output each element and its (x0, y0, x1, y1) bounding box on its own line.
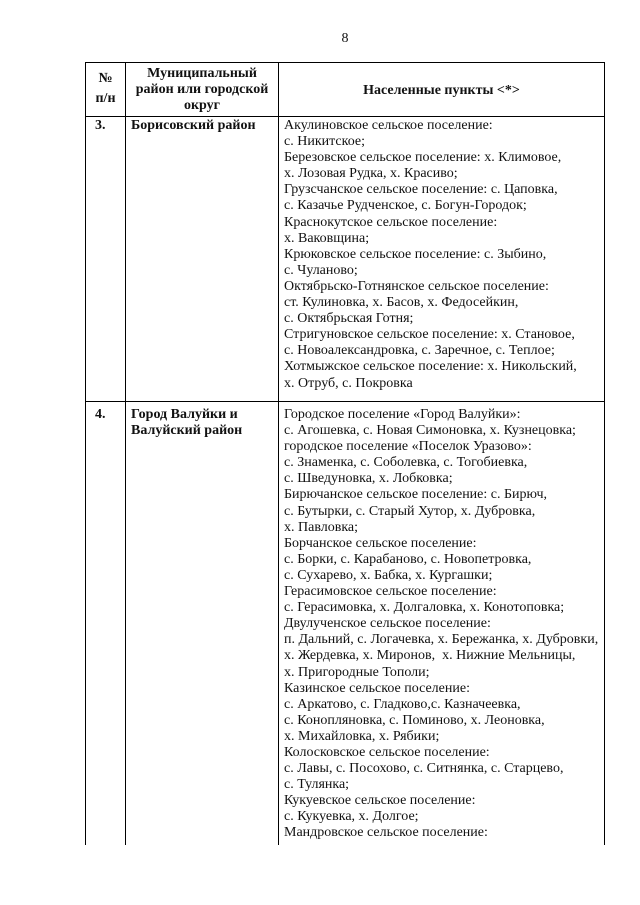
header-number-line: № (98, 71, 113, 86)
settlement-line: с. Новоалександровка, с. Заречное, с. Теплое; (284, 343, 555, 359)
settlement-line: с. Октябрьская Готня; (284, 311, 414, 327)
settlement-line: с. Борки, с. Карабаново, с. Новопетровка, (284, 551, 532, 567)
page-number: 8 (341, 31, 349, 46)
settlement-line: с. Бутырки, с. Старый Хутор, х. Дубровка, (284, 503, 536, 519)
settlement-line: п. Дальний, с. Логачевка, х. Бережанка, х. Дубровки, (284, 632, 599, 648)
settlement-line: Акулиновское сельское поселение: (284, 118, 493, 133)
settlement-line: с. Аркатово, с. Гладково,с. Казначеевка, (284, 696, 521, 712)
settlement-line: Березовское сельское поселение: х. Климовое, (284, 150, 562, 166)
settlement-line: с. Казачье Рудченское, с. Богун-Городок; (284, 198, 527, 214)
settlement-line: с. Чуланово; (284, 262, 358, 278)
settlement-line: ст. Кулиновка, х. Басов, х. Федосейкин, (284, 295, 519, 311)
settlement-line: Борчанское сельское поселение: (284, 535, 477, 551)
settlement-line: х. Жердевка, х. Миронов, х. Нижние Мельницы, (284, 648, 576, 664)
settlement-line: с. Лавы, с. Посохово, с. Ситнянка, с. Старцево, (284, 761, 564, 777)
settlement-line: Грузсчанское сельское поселение: с. Цаповка, (284, 182, 558, 198)
settlement-line: с. Кукуевка, х. Долгое; (284, 809, 419, 825)
header-district-line: район или городской (135, 82, 269, 97)
header-cell-settlements (278, 62, 605, 116)
district-name-line: Валуйский район (131, 423, 243, 439)
header-cell-district (125, 62, 278, 116)
row-number: 3. (95, 118, 106, 133)
row-district-cell (125, 401, 278, 845)
settlement-line: х. Ваковщина; (284, 230, 370, 246)
settlement-line: с. Тулянка; (284, 777, 350, 793)
settlement-line: с. Сухарево, х. Бабка, х. Кургашки; (284, 567, 493, 583)
row-settlements-cell (278, 401, 605, 845)
row-district-cell (125, 116, 278, 401)
header-district-line: Муниципальный (147, 66, 257, 81)
header-number-line: п/н (95, 91, 116, 106)
settlement-line: Кукуевское сельское поселение: (284, 793, 476, 809)
settlement-line: Двулученское сельское поселение: (284, 616, 491, 632)
settlements-table (85, 62, 605, 845)
settlement-line: с. Шведуновка, х. Лобковка; (284, 471, 453, 487)
settlement-line: Краснокутское сельское поселение: (284, 214, 498, 230)
settlement-line: Бирючанское сельское поселение: с. Бирюч, (284, 487, 547, 503)
settlement-line: с. Никитское; (284, 134, 365, 150)
row-number-cell (85, 401, 125, 845)
settlement-line: х. Отруб, с. Покровка (284, 375, 413, 391)
settlement-line: Колосковское сельское поселение: (284, 744, 490, 760)
header-settlements-label: Населенные пункты <*> (363, 83, 520, 98)
settlement-line: Казинское сельское поселение: (284, 680, 470, 696)
row-settlements-cell (278, 116, 605, 401)
settlement-line: Крюковское сельское поселение: с. Зыбино, (284, 246, 547, 262)
settlement-line: с. Агошевка, с. Новая Симоновка, х. Кузнецовка; (284, 423, 576, 439)
settlement-line: Хотмыжское сельское поселение: х. Никольский, (284, 359, 577, 375)
settlement-line: с. Знаменка, с. Соболевка, с. Тогобиевка, (284, 455, 528, 471)
settlement-line: х. Михайловка, х. Рябики; (284, 728, 440, 744)
row-number: 4. (95, 407, 106, 422)
row-number-cell (85, 116, 125, 401)
settlement-line: городское поселение «Поселок Уразово»: (284, 439, 532, 455)
settlement-line: х. Лозовая Рудка, х. Красиво; (284, 166, 458, 182)
settlement-line: х. Павловка; (284, 519, 359, 535)
settlement-line: Мандровское сельское поселение: (284, 825, 488, 841)
district-name-line: Борисовский район (131, 118, 256, 133)
settlement-line: Городское поселение «Город Валуйки»: (284, 407, 521, 422)
settlement-line: Октябрьско-Готнянское сельское поселение: (284, 278, 549, 294)
district-name-line: Город Валуйки и (131, 407, 238, 422)
header-district-line: округ (183, 98, 221, 113)
settlement-line: с. Конопляновка, с. Поминово, х. Леоновка, (284, 712, 545, 728)
settlement-line: Стригуновское сельское поселение: х. Становое, (284, 327, 575, 343)
header-cell-number (85, 62, 125, 116)
settlement-line: х. Пригородные Тополи; (284, 664, 430, 680)
settlement-line: с. Герасимовка, х. Долгаловка, х. Конотоповка; (284, 600, 565, 616)
settlement-line: Герасимовское сельское поселение: (284, 584, 497, 600)
